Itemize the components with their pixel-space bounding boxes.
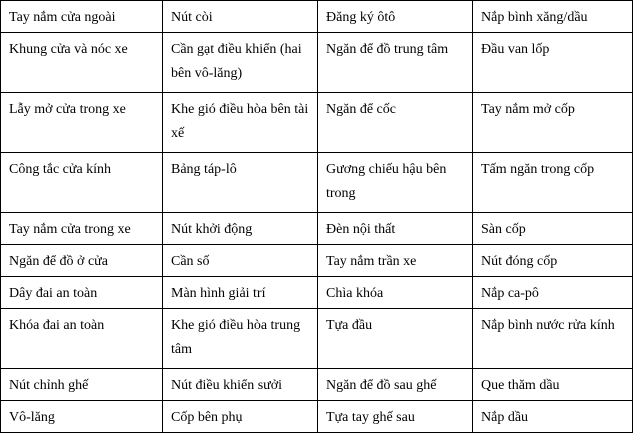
- table-cell: Đèn nội thất: [318, 213, 473, 245]
- table-cell: Tay nắm mở cốp: [473, 93, 633, 153]
- table-cell: Chìa khóa: [318, 277, 473, 309]
- table-cell: Tay nắm cửa trong xe: [1, 213, 163, 245]
- table-cell: Que thăm dầu: [473, 369, 633, 401]
- table-row: [1, 153, 633, 213]
- table-row: [1, 245, 633, 277]
- table-cell: Nắp ca-pô: [473, 277, 633, 309]
- table-cell: Nắp dầu: [473, 401, 633, 433]
- table-cell: Nút khởi động: [163, 213, 318, 245]
- table-row: [1, 277, 633, 309]
- table-cell: Khung cửa và nóc xe: [1, 33, 163, 93]
- table-cell: Khe gió điều hòa bên tài xế: [163, 93, 318, 153]
- table-cell: Tay nắm trần xe: [318, 245, 473, 277]
- table-cell: Sàn cốp: [473, 213, 633, 245]
- table-cell: Nút điều khiển sưởi: [163, 369, 318, 401]
- table-cell: Ngăn để cốc: [318, 93, 473, 153]
- table-cell: Lẫy mở cửa trong xe: [1, 93, 163, 153]
- table-row: [1, 33, 633, 93]
- table-cell: Khe gió điều hòa trung tâm: [163, 309, 318, 369]
- table-cell: Khóa đai an toàn: [1, 309, 163, 369]
- table-row: [1, 309, 633, 369]
- table-cell: Tay nắm cửa ngoài: [1, 1, 163, 33]
- table-cell: Gương chiếu hậu bên trong: [318, 153, 473, 213]
- table-row: [1, 401, 633, 433]
- table-cell: Cần số: [163, 245, 318, 277]
- table-cell: Cốp bên phụ: [163, 401, 318, 433]
- table-cell: Đăng ký ôtô: [318, 1, 473, 33]
- table-cell: Cần gạt điều khiển (hai bên vô-lăng): [163, 33, 318, 93]
- table-cell: Nút đóng cốp: [473, 245, 633, 277]
- table-cell: Bảng táp-lô: [163, 153, 318, 213]
- table-cell: Đầu van lốp: [473, 33, 633, 93]
- table-cell: Tựa đầu: [318, 309, 473, 369]
- table-row: [1, 213, 633, 245]
- table-row: [1, 93, 633, 153]
- table-cell: Nắp bình nước rửa kính: [473, 309, 633, 369]
- table-cell: Ngăn để đồ trung tâm: [318, 33, 473, 93]
- table-cell: Công tắc cửa kính: [1, 153, 163, 213]
- table-cell: Ngăn để đồ ở cửa: [1, 245, 163, 277]
- table-cell: Nút còi: [163, 1, 318, 33]
- table-cell: Ngăn để đồ sau ghế: [318, 369, 473, 401]
- table-cell: Vô-lăng: [1, 401, 163, 433]
- table-cell: Tấm ngăn trong cốp: [473, 153, 633, 213]
- table-row: [1, 369, 633, 401]
- table-row: [1, 1, 633, 33]
- table-cell: Tựa tay ghế sau: [318, 401, 473, 433]
- table-cell: Nút chỉnh ghế: [1, 369, 163, 401]
- table-cell: Màn hình giải trí: [163, 277, 318, 309]
- table-cell: Nắp bình xăng/dầu: [473, 1, 633, 33]
- table-cell: Dây đai an toàn: [1, 277, 163, 309]
